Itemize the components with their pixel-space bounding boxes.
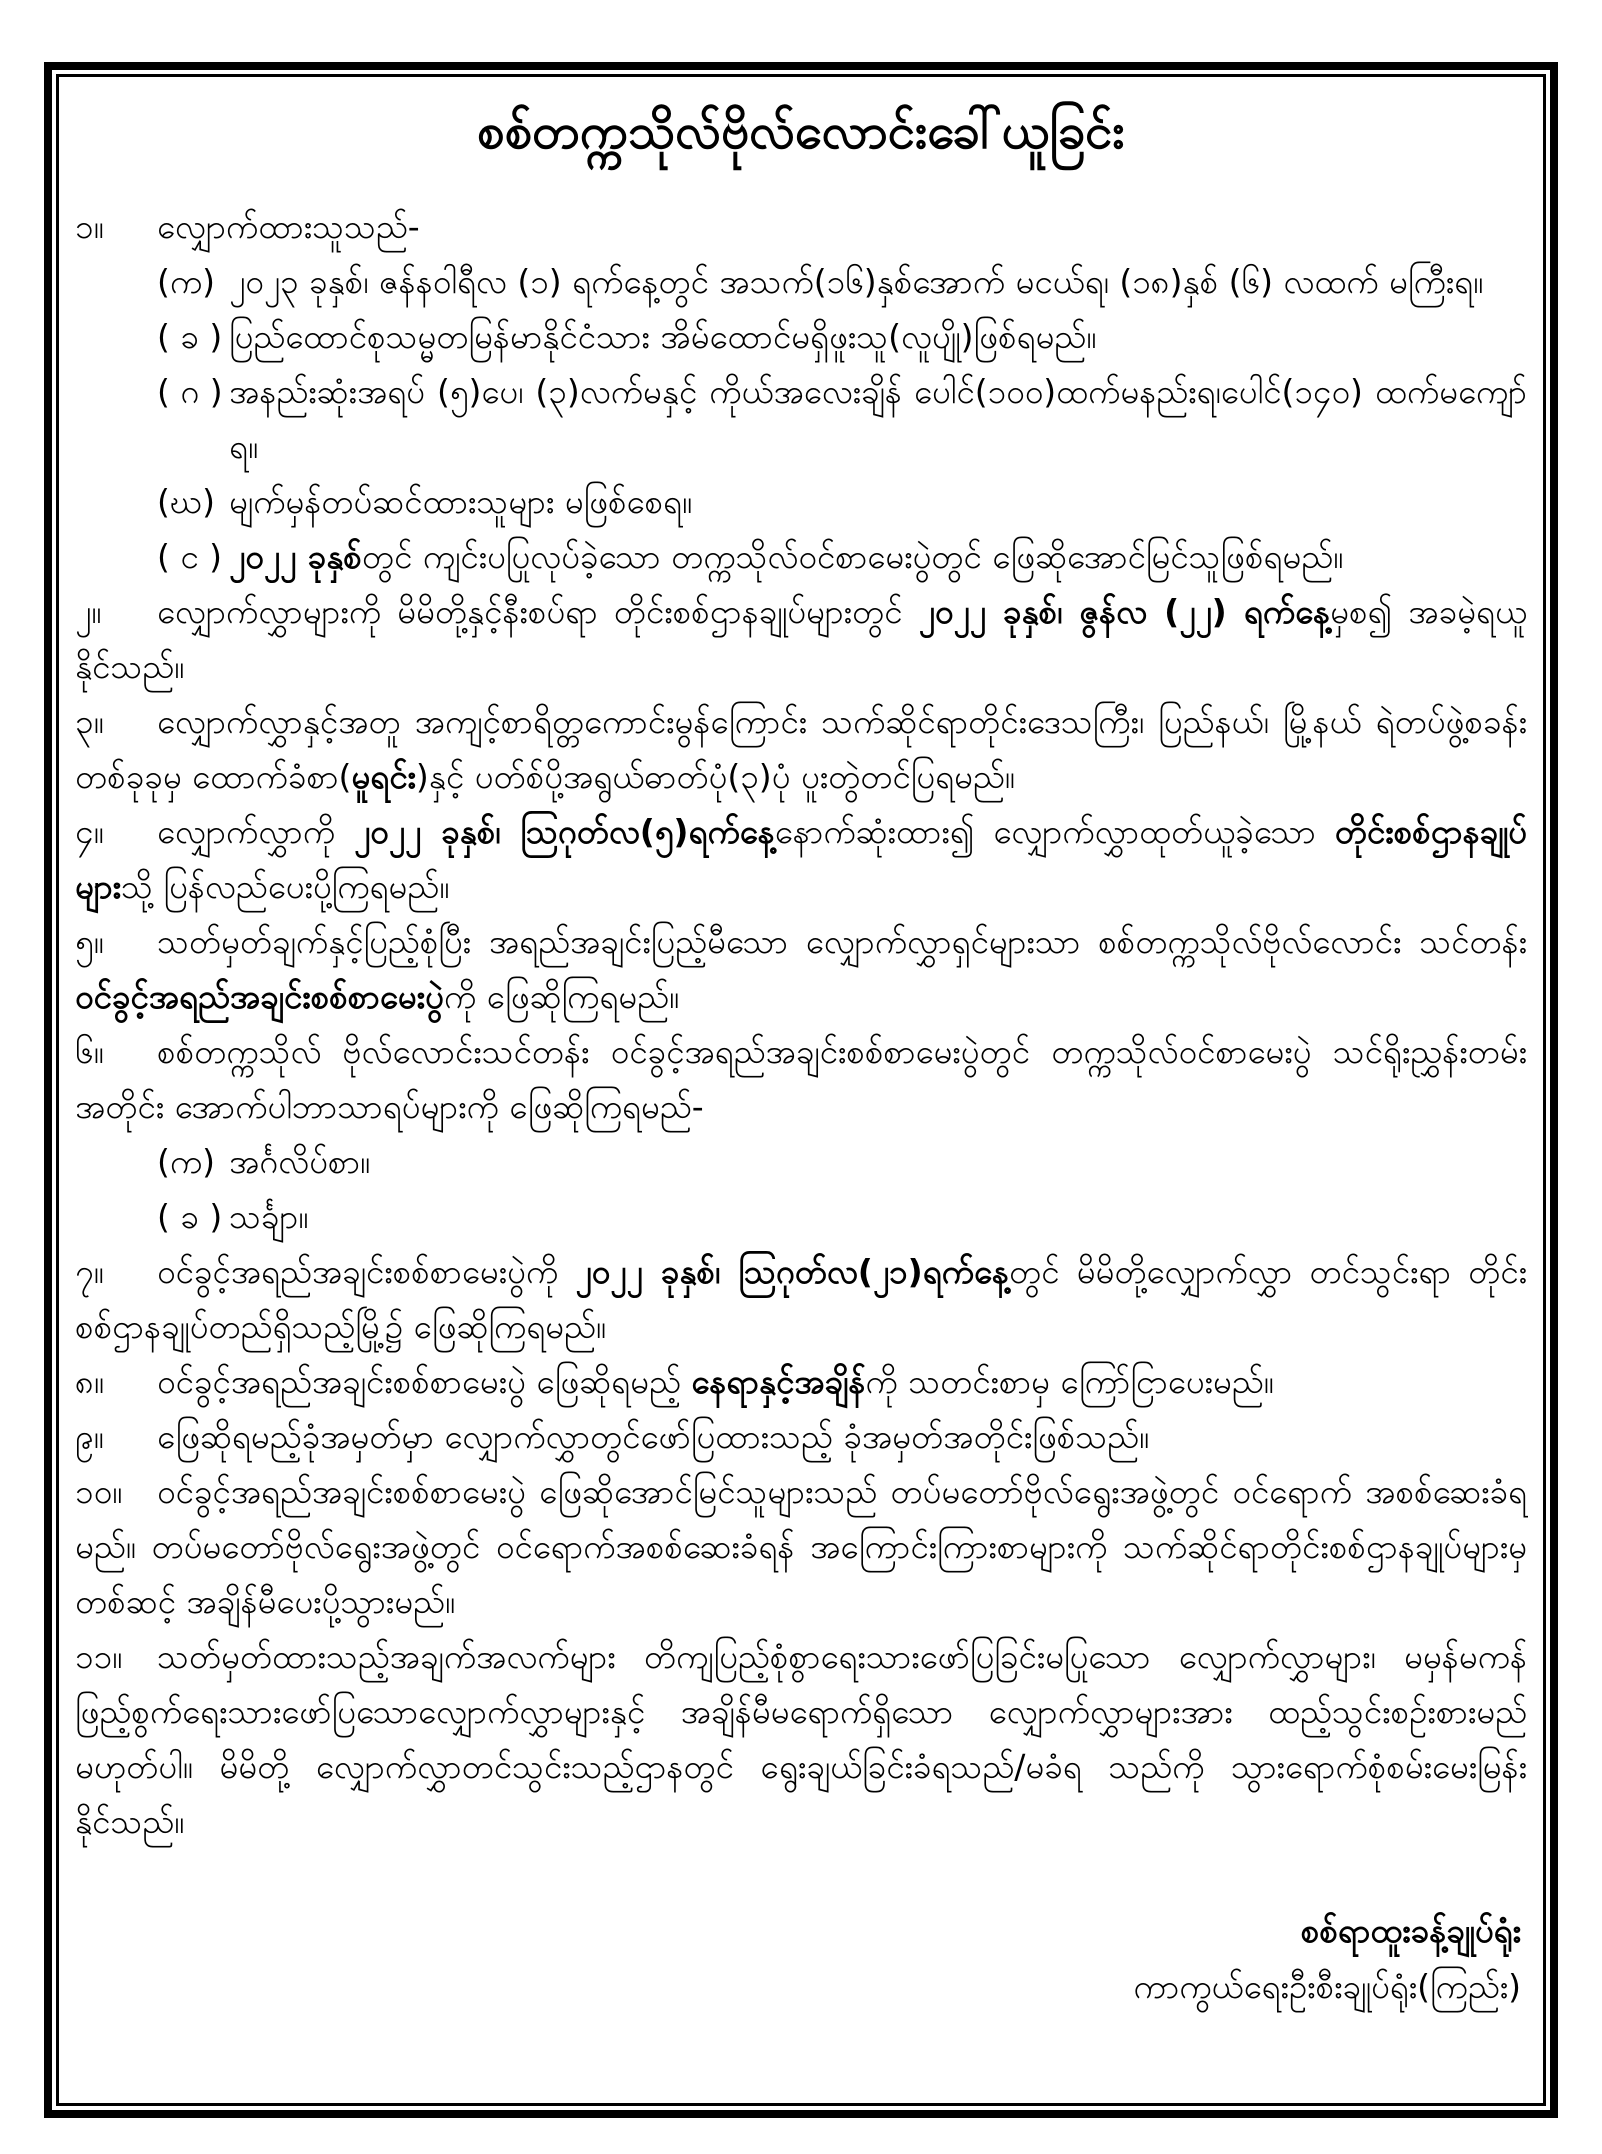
paragraph-1-number: ၁။ (75, 207, 104, 246)
subitem-6-ka (75, 1134, 1527, 1189)
paragraph-5 (75, 914, 1527, 1024)
paragraph-10-text: ဝင်ခွင့်အရည်အချင်းစစ်စာမေးပွဲ ဖြေဆိုအောင်မြင်သူများသည် တပ်မတော်ဗိုလ်ရွေးအဖွဲ့တွင် ဝင်ရောက် အစစ်ဆေးခံရမည်။ တပ်မတော်ဗိုလ်ရွေးအဖွဲ့တွင် ဝင်ရောက်အစစ်ဆေးခံရန် အကြောင်းကြားစာများကို သက်ဆိုင်ရာတိုင်းစစ်ဌာနချုပ်များမှတစ်ဆင့် အချိန်မီပေးပို့သွားမည်။ (75, 1472, 1527, 1621)
subitem-6-kha (75, 1189, 1527, 1244)
paragraph-8 (75, 1354, 1527, 1409)
subitem-1-nga-text: ၂၀၂၂ ခုနှစ်တွင် ကျင်းပပြုလုပ်ခဲ့သော တက္ကသိုလ်ဝင်စာမေးပွဲတွင် ဖြေဆိုအောင်မြင်သူဖြစ်ရမည်။ (229, 537, 1344, 576)
subitem-6-kha-label: ( ခ ) (157, 1197, 223, 1236)
subitem-1-kha-text: ပြည်ထောင်စုသမ္မတမြန်မာနိုင်ငံသား အိမ်ထောင်မရှိဖူးသူ(လူပျို)ဖြစ်ရမည်။ (229, 317, 1097, 356)
paragraph-5-number: ၅။ (75, 922, 104, 961)
document-title: စစ်တက္ကသိုလ်ဗိုလ်လောင်းခေါ်ယူခြင်း (477, 103, 1125, 160)
paragraph-2-text: လျှောက်လွှာများကို မိမိတို့နှင့်နီးစပ်ရာ တိုင်းစစ်ဌာနချုပ်များတွင် ၂၀၂၂ ခုနှစ်၊ ဇွန်လ (၂၂) ရက်နေ့မှစ၍ အခမဲ့ရယူနိုင်သည်။ (75, 592, 1527, 686)
paragraph-9 (75, 1409, 1527, 1464)
subitem-1-gha-text: မျက်မှန်တပ်ဆင်ထားသူများ မဖြစ်စေရ။ (229, 482, 692, 521)
paragraph-2 (75, 584, 1527, 694)
paragraph-1 (75, 199, 1527, 254)
subitem-1-nga (75, 529, 1527, 584)
subitem-1-kha (75, 309, 1527, 364)
document-body (75, 199, 1527, 2015)
document-border-frame (44, 62, 1558, 2118)
signature-block (75, 1903, 1527, 2015)
paragraph-4 (75, 804, 1527, 914)
subitem-1-ka-text: ၂၀၂၃ ခုနှစ်၊ ဇန်နဝါရီလ (၁) ရက်နေ့တွင် အသက်(၁၆)နှစ်အောက် မငယ်ရ၊ (၁၈)နှစ် (၆) လထက် မကြီးရ။ (229, 262, 1484, 301)
subitem-1-ga-text: အနည်းဆုံးအရပ် (၅)ပေ၊ (၃)လက်မနှင့် ကိုယ်အလေးချိန် ပေါင်(၁၀၀)ထက်မနည်းရ၊ပေါင်(၁၄၀) ထက်မကျော်ရ။ (229, 372, 1527, 466)
subitem-6-ka-label: (က) (157, 1142, 216, 1181)
paragraph-8-number: ၈။ (75, 1362, 104, 1401)
subitem-1-gha-label: (ဃ) (157, 482, 215, 521)
paragraph-8-text: ဝင်ခွင့်အရည်အချင်းစစ်စာမေးပွဲ ဖြေဆိုရမည့် နေရာနှင့်အချိန်ကို သတင်းစာမှ ကြော်ငြာပေးမည်။ (157, 1362, 1274, 1401)
subitem-1-ga-label: ( ဂ ) (157, 372, 223, 411)
paragraph-6 (75, 1024, 1527, 1134)
paragraph-7-number: ၇။ (75, 1252, 104, 1291)
document-inner-border (56, 74, 1546, 2106)
paragraph-3-text: လျှောက်လွှာနှင့်အတူ အကျင့်စာရိတ္တကောင်းမွန်ကြောင်း သက်ဆိုင်ရာတိုင်းဒေသကြီး၊ ပြည်နယ်၊ မြို့နယ် ရဲတပ်ဖွဲ့စခန်းတစ်ခုခုမှ ထောက်ခံစာ(မူရင်း)နှင့် ပတ်စ်ပို့အရွယ်ဓာတ်ပုံ(၃)ပုံ ပူးတွဲတင်ပြရမည်။ (75, 702, 1527, 796)
subitem-1-gha (75, 474, 1527, 529)
paragraph-9-text: ဖြေဆိုရမည့်ခုံအမှတ်မှာ လျှောက်လွှာတွင်ဖော်ပြထားသည့် ခုံအမှတ်အတိုင်းဖြစ်သည်။ (157, 1417, 1150, 1456)
paragraph-10-number: ၁၀။ (75, 1472, 123, 1511)
paragraph-7-text: ဝင်ခွင့်အရည်အချင်းစစ်စာမေးပွဲကို ၂၀၂၂ ခုနှစ်၊ သြဂုတ်လ(၂၁)ရက်နေ့တွင် မိမိတို့လျှောက်လွှာ တင်သွင်းရာ တိုင်းစစ်ဌာနချုပ်တည်ရှိသည့်မြို့၌ ဖြေဆိုကြရမည်။ (75, 1252, 1527, 1346)
paragraph-10 (75, 1464, 1527, 1629)
paragraph-11 (75, 1629, 1527, 1849)
paragraph-3-number: ၃။ (75, 702, 104, 741)
paragraph-6-text: စစ်တက္ကသိုလ် ဗိုလ်လောင်းသင်တန်း ဝင်ခွင့်အရည်အချင်းစစ်စာမေးပွဲတွင် တက္ကသိုလ်ဝင်စာမေးပွဲ သင်ရိုးညွှန်းတမ်းအတိုင်း အောက်ပါဘာသာရပ်များကို ဖြေဆိုကြရမည်- (75, 1032, 1527, 1126)
paragraph-4-text: လျှောက်လွှာကို ၂၀၂၂ ခုနှစ်၊ သြဂုတ်လ(၅)ရက်နေ့နောက်ဆုံးထား၍ လျှောက်လွှာထုတ်ယူခဲ့သော တိုင်းစစ်ဌာနချုပ်များသို့ ပြန်လည်ပေးပို့ကြရမည်။ (75, 812, 1527, 906)
signature-office-line-2: ကာကွယ်ရေးဦးစီးချုပ်ရုံး(ကြည်း) (1133, 1967, 1521, 2006)
paragraph-6-number: ၆။ (75, 1032, 104, 1071)
subitem-1-ka (75, 254, 1527, 309)
paragraph-9-number: ၉။ (75, 1417, 104, 1456)
signature-office-line-1: စစ်ရာထူးခန့်ချုပ်ရုံး (1300, 1911, 1521, 1950)
paragraph-11-text: သတ်မှတ်ထားသည့်အချက်အလက်များ တိကျပြည့်စုံစွာရေးသားဖော်ပြခြင်းမပြုသော လျှောက်လွှာများ၊ မမှန်မကန်ဖြည့်စွက်ရေးသားဖော်ပြသောလျှောက်လွှာများနှင့် အချိန်မီမရောက်ရှိသော လျှောက်လွှာများအား ထည့်သွင်းစဉ်းစားမည်မဟုတ်ပါ။ မိမိတို့ လျှောက်လွှာတင်သွင်းသည့်ဌာနတွင် ရွေးချယ်ခြင်းခံရသည်/မခံရ သည်ကို သွားရောက်စုံစမ်းမေးမြန်းနိုင်သည်။ (75, 1637, 1527, 1841)
paragraph-5-text: သတ်မှတ်ချက်နှင့်ပြည့်စုံပြီး အရည်အချင်းပြည့်မီသော လျှောက်လွှာရှင်များသာ စစ်တက္ကသိုလ်ဗိုလ်လောင်း သင်တန်း ဝင်ခွင့်အရည်အချင်းစစ်စာမေးပွဲကို ဖြေဆိုကြရမည်။ (75, 922, 1527, 1016)
subitem-6-kha-text: သင်္ချာ။ (229, 1197, 309, 1236)
paragraph-7 (75, 1244, 1527, 1354)
subitem-1-ga (75, 364, 1527, 474)
paragraph-2-number: ၂။ (75, 592, 102, 631)
paragraph-3 (75, 694, 1527, 804)
paragraph-4-number: ၄။ (75, 812, 104, 851)
paragraph-11-number: ၁၁။ (75, 1637, 123, 1676)
subitem-1-nga-label: ( င ) (157, 537, 223, 576)
subitem-1-kha-label: ( ခ ) (157, 317, 223, 356)
subitem-1-ka-label: (က) (157, 262, 216, 301)
subitem-6-ka-text: အင်္ဂလိပ်စာ။ (229, 1142, 371, 1181)
paragraph-1-text: လျှောက်ထားသူသည်- (157, 207, 420, 246)
